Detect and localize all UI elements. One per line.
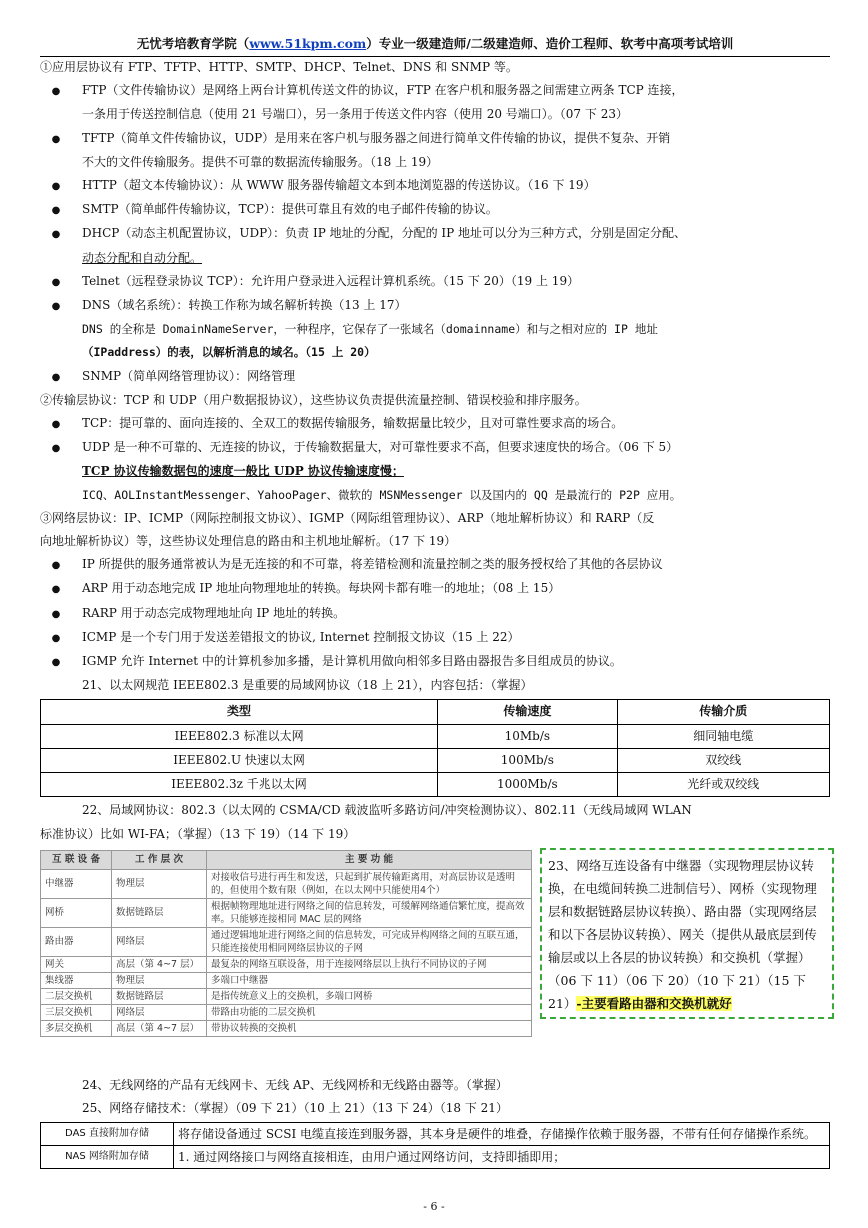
list-item <box>40 222 830 246</box>
list-item <box>40 127 830 151</box>
ethernet-table <box>40 699 830 797</box>
list-item <box>40 626 830 650</box>
table-cell: 将存储设备通过 SCSI 电缆直接连到服务器，其本身是硬件的堆叠，存储操作依赖于服务器，不带有任何存储操作系统。 <box>174 1123 830 1146</box>
table-cell: 带协议转换的交换机 <box>207 1020 532 1036</box>
table-cell: 三层交换机 <box>41 1004 112 1020</box>
ftp-text-2: 一条用于传送控制信息（使用 21 号端口），另一条用于传送文件内容（使用 20 号端口）。（07 下 23） <box>82 107 628 122</box>
table-cell: 二层交换机 <box>41 988 112 1004</box>
ip-text: IP 所提供的服务通常被认为是无连接的和不可靠，将差错检测和流量控制之类的服务授权给了其他的各层协议 <box>82 557 663 572</box>
tcp-text: TCP：提可靠的、面向连接的、全双工的数据传输服务，输数据量比较少，且对可靠性要求高的场合。 <box>82 416 624 431</box>
transport-layer-intro: ②传输层协议：TCP 和 UDP（用户数据报协议），这些协议负责提供流量控制、错误校验和排序服务。 <box>40 392 587 407</box>
list-item <box>40 365 830 389</box>
table-cell: 网络层 <box>112 927 207 956</box>
page-content <box>40 56 830 1169</box>
table-row <box>41 869 532 898</box>
bullet-icon: ● <box>51 584 61 596</box>
list-item <box>40 553 830 577</box>
dhcp-text-2: 动态分配和自动分配。 <box>82 250 203 265</box>
header-link[interactable]: www.51kpm.com <box>249 36 367 51</box>
table-cell: 双绞线 <box>617 748 829 772</box>
header-suffix: ）专业一级建造师/二级建造师、造价工程师、软考中高项考试培训 <box>366 36 734 51</box>
network-layer-intro-2: 向地址解析协议）等，这些协议处理信息的路由和主机地址解析。（17 下 19） <box>40 534 457 549</box>
table-cell: 对接收信号进行再生和发送，只起到扩展传输距离用，对高层协议是透明的，但使用个数有限（例如，在以太网中只能使用4个） <box>207 869 532 898</box>
table-header-cell: 工 作 层 次 <box>112 850 207 869</box>
table-row <box>41 1020 532 1036</box>
question-21: 21、以太网规范 IEEE802.3 是重要的局域网协议（18 上 21），内容包括：（掌握） <box>82 678 533 693</box>
list-item <box>40 294 830 318</box>
table-cell: 带路由功能的二层交换机 <box>207 1004 532 1020</box>
bullet-icon: ● <box>51 657 61 669</box>
udp-text-1: UDP 是一种不可靠的、无连接的协议，于传输数据量大，对可靠性要求不高，但要求速度快的场合。（06 下 5） <box>82 440 679 455</box>
table-cell: IEEE802.U 快速以太网 <box>41 748 438 772</box>
table-header-cell: 类型 <box>41 700 438 724</box>
bullet-icon: ● <box>51 301 61 313</box>
table-cell: 网桥 <box>41 898 112 927</box>
table-header-row <box>41 700 830 724</box>
table-cell: 多端口中继器 <box>207 972 532 988</box>
question-22-line-2: 标准协议）比如 WI-FA；（掌握）（13 下 19）（14 下 19） <box>40 826 356 841</box>
table-cell: 是指传统意义上的交换机，多端口网桥 <box>207 988 532 1004</box>
note-text: 23、网络互连设备有中继器（实现物理层协议转换，在电缆间转换二进制信号）、网桥（实现物理层和数据链路层协议转换）、路由器（实现网络层和以下各层协议转换）、网关（提供从最底层到传输层或以上各层的协议转换）和交换机（掌握）（06 下 11）（06 下 20）（10 下 21）（15 下 21） <box>548 857 817 1011</box>
devices-table <box>40 850 532 1037</box>
list-item <box>40 270 830 294</box>
bullet-icon: ● <box>51 276 61 288</box>
arp-text: ARP 用于动态地完成 IP 地址向物理地址的转换。每块网卡都有唯一的地址；（08 上 15） <box>82 581 561 596</box>
table-row <box>41 748 830 772</box>
snmp-text: SNMP（简单网络管理协议）：网络管理 <box>82 368 296 383</box>
question-24: 24、无线网络的产品有无线网卡、无线 AP、无线网桥和无线路由器等。（掌握） <box>82 1077 508 1092</box>
table-cell: 高层（第 4~7 层） <box>112 956 207 972</box>
table-cell: 最复杂的网络互联设备，用于连接网络层以上执行不同协议的子网 <box>207 956 532 972</box>
question-22-line-1: 22、局域网协议：802.3（以太网的 CSMA/CD 载波监听多路访问/冲突检测协议）、802.11（无线局域网 WLAN <box>82 803 692 818</box>
http-text: HTTP（超文本传输协议）：从 WWW 服务器传输超文本到本地浏览器的传送协议。（16 下 19） <box>82 178 596 193</box>
table-cell: 100Mb/s <box>438 748 618 772</box>
table-cell: IEEE802.3 标准以太网 <box>41 724 438 748</box>
table-row <box>41 927 532 956</box>
icmp-text: ICMP 是一个专门用于发送差错报文的协议, Internet 控制报文协议（15 上 22） <box>82 629 520 644</box>
list-item <box>40 198 830 222</box>
telnet-text: Telnet（远程登录协议 TCP）：允许用户登录进入远程计算机系统。（15 下 20）（19 上 19） <box>82 273 580 288</box>
table-cell: 10Mb/s <box>438 724 618 748</box>
table-row <box>41 972 532 988</box>
table-cell: 路由器 <box>41 927 112 956</box>
udp-text-3: ICQ、AOLInstantMessenger、YahooPager、微软的 MSNMessenger 以及国内的 QQ 是最流行的 P2P 应用。 <box>82 487 682 502</box>
note-highlight: -主要看路由器和交换机就好 <box>576 995 732 1011</box>
table-row <box>41 773 830 797</box>
table-row <box>41 1146 830 1169</box>
table-cell: NAS 网络附加存储 <box>41 1146 174 1169</box>
bullet-icon: ● <box>51 371 61 383</box>
list-item <box>40 577 830 601</box>
bullet-icon: ● <box>51 86 61 98</box>
table-header-row <box>41 850 532 869</box>
bullet-icon: ● <box>51 560 61 572</box>
rarp-text: RARP 用于动态完成物理地址向 IP 地址的转换。 <box>82 605 346 620</box>
table-cell: 通过逻辑地址进行网络之间的信息转发，可完成异构网络之间的互联互通，只能连接使用相同网络层协议的子网 <box>207 927 532 956</box>
list-item <box>40 412 830 436</box>
table-cell: 数据链路层 <box>112 988 207 1004</box>
bullet-icon: ● <box>51 229 61 241</box>
question-25: 25、网络存储技术：（掌握）（09 下 21）（10 上 21）（13 下 24）（18 下 21） <box>82 1100 508 1115</box>
table-header-cell: 传输介质 <box>617 700 829 724</box>
bullet-icon: ● <box>51 419 61 431</box>
page-number: - 6 - <box>423 1200 445 1213</box>
table-cell: 集线器 <box>41 972 112 988</box>
network-layer-intro-1: ③网络层协议：IP、ICMP（网际控制报文协议）、IGMP（网际组管理协议）、ARP（地址解析协议）和 RARP（反 <box>40 510 655 525</box>
table-cell: 网关 <box>41 956 112 972</box>
dns-text-1: DNS（域名系统）：转换工作称为域名解析转换（13 上 17） <box>82 298 407 313</box>
table-cell: 根据帧物理地址进行网络之间的信息转发，可缓解网络通信繁忙度，提高效率。只能够连接相同 MAC 层的网络 <box>207 898 532 927</box>
igmp-text: IGMP 允许 Internet 中的计算机参加多播，是计算机用做向相邻多目路由器报告多目组成员的协议。 <box>82 654 622 669</box>
dns-text-2: DNS 的全称是 DomainNameServer，一种程序，它保存了一张域名（domainname）和与之相对应的 IP 地址 <box>82 322 658 337</box>
table-cell: 网络层 <box>112 1004 207 1020</box>
table-header-cell: 互 联 设 备 <box>41 850 112 869</box>
table-cell: 高层（第 4~7 层） <box>112 1020 207 1036</box>
smtp-text: SMTP（简单邮件传输协议，TCP）：提供可靠且有效的电子邮件传输的协议。 <box>82 202 498 217</box>
table-cell: 中继器 <box>41 869 112 898</box>
dns-text-3: （IPaddress）的表，以解析消息的域名。（15 上 20） <box>82 345 376 360</box>
table-cell: DAS 直接附加存储 <box>41 1123 174 1146</box>
table-row <box>41 956 532 972</box>
table-row <box>41 898 532 927</box>
bullet-icon: ● <box>51 632 61 644</box>
dhcp-text-1: DHCP（动态主机配置协议，UDP）：负责 IP 地址的分配，分配的 IP 地址可以分为三种方式，分别是固定分配、 <box>82 226 687 241</box>
devices-section <box>40 846 830 1074</box>
list-item <box>40 650 830 674</box>
table-cell: IEEE802.3z 千兆以太网 <box>41 773 438 797</box>
page-header <box>40 34 830 57</box>
table-cell: 1000Mb/s <box>438 773 618 797</box>
table-header-cell: 传输速度 <box>438 700 618 724</box>
ftp-text-1: FTP（文件传输协议）是网络上两台计算机传送文件的协议，FTP 在客户机和服务器之间需建立两条 TCP 连接， <box>82 83 684 98</box>
bullet-icon: ● <box>51 443 61 455</box>
table-cell: 光纤或双绞线 <box>617 773 829 797</box>
list-item <box>40 174 830 198</box>
app-layer-intro: ①应用层协议有 FTP、TFTP、HTTP、SMTP、DHCP、Telnet、DNS 和 SNMP 等。 <box>40 60 518 74</box>
list-item <box>40 79 830 103</box>
list-item <box>40 436 830 460</box>
bullet-icon: ● <box>51 133 61 145</box>
tftp-text-2: 不大的文件传输服务。提供不可靠的数据流传输服务。（18 上 19） <box>82 154 439 169</box>
table-cell: 数据链路层 <box>112 898 207 927</box>
table-cell: 细同轴电缆 <box>617 724 829 748</box>
table-row <box>41 988 532 1004</box>
table-cell: 物理层 <box>112 972 207 988</box>
bullet-icon: ● <box>51 608 61 620</box>
table-row <box>41 724 830 748</box>
bullet-icon: ● <box>51 205 61 217</box>
table-cell: 1. 通过网络接口与网络直接相连，由用户通过网络访问，支持即插即用； <box>174 1146 830 1169</box>
devices-note-box <box>540 848 834 1019</box>
table-cell: 多层交换机 <box>41 1020 112 1036</box>
storage-table <box>40 1122 830 1169</box>
tftp-text-1: TFTP（简单文件传输协议，UDP）是用来在客户机与服务器之间进行简单文件传输的协议，提供不复杂、开销 <box>82 130 671 145</box>
list-item <box>40 602 830 626</box>
udp-text-2: TCP 协议传输数据包的速度一般比 UDP 协议传输速度慢； <box>82 464 404 479</box>
bullet-icon: ● <box>51 181 61 193</box>
table-cell: 物理层 <box>112 869 207 898</box>
header-prefix: 无忧考培教育学院（ <box>136 36 250 51</box>
table-row <box>41 1123 830 1146</box>
table-row <box>41 1004 532 1020</box>
table-header-cell: 主 要 功 能 <box>207 850 532 869</box>
